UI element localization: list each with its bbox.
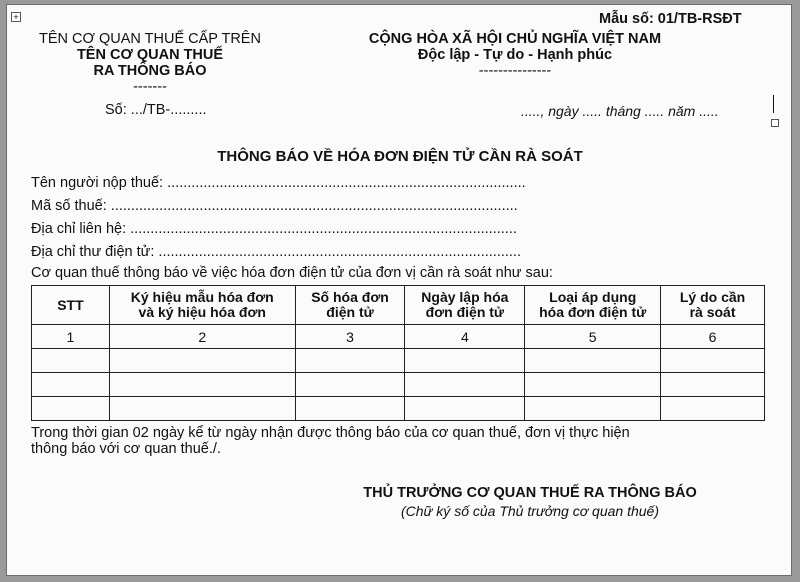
taxpayer-name-field: Tên người nộp thuế: ......................................................................................... xyxy=(31,175,526,191)
table-row[interactable] xyxy=(32,349,765,373)
table-row[interactable] xyxy=(32,397,765,421)
header-invoice-type: Loại áp dụng hóa đơn điện tử xyxy=(525,286,661,325)
column-number: 1 xyxy=(32,325,110,349)
country-name: CỘNG HÒA XÃ HỘI CHỦ NGHĨA VIỆT NAM xyxy=(368,31,662,47)
agency-name-cont: RA THÔNG BÁO xyxy=(93,63,207,79)
email-field: Địa chỉ thư điện tử: .......................................................................................... xyxy=(31,244,521,260)
column-number: 4 xyxy=(405,325,525,349)
header-issue-date: Ngày lập hóa đơn điện tử xyxy=(405,286,525,325)
invoice-table xyxy=(31,285,765,421)
table-cell[interactable] xyxy=(295,373,405,397)
column-number: 5 xyxy=(525,325,661,349)
table-intro: Cơ quan thuế thông báo về việc hóa đơn điện tử của đơn vị cần rà soát như sau: xyxy=(31,265,553,281)
superior-agency-name: TÊN CƠ QUAN THUẾ CẤP TRÊN xyxy=(39,31,261,47)
table-cell[interactable] xyxy=(109,397,295,421)
table-cell[interactable] xyxy=(32,397,110,421)
table-cell[interactable] xyxy=(405,373,525,397)
table-cell[interactable] xyxy=(661,349,765,373)
table-row[interactable] xyxy=(32,373,765,397)
table-cell[interactable] xyxy=(295,397,405,421)
table-cell[interactable] xyxy=(525,397,661,421)
contact-address-field: Địa chỉ liên hệ: ................................................................................................ xyxy=(31,221,517,237)
signature-title: THỦ TRƯỞNG CƠ QUAN THUẾ RA THÔNG BÁO xyxy=(363,485,697,501)
left-separator: ------- xyxy=(133,79,167,95)
header-invoice-symbol: Ký hiệu mẫu hóa đơn và ký hiệu hóa đơn xyxy=(109,286,295,325)
table-cell[interactable] xyxy=(405,397,525,421)
motto: Độc lập - Tự do - Hạnh phúc xyxy=(417,47,613,63)
deadline-line-2: thông báo với cơ quan thuế./. xyxy=(31,441,221,457)
table-cell[interactable] xyxy=(32,373,110,397)
table-cell[interactable] xyxy=(405,349,525,373)
table-cell[interactable] xyxy=(661,397,765,421)
table-cell[interactable] xyxy=(525,349,661,373)
table-resize-handle-icon[interactable] xyxy=(771,119,779,127)
table-column-number-row xyxy=(32,325,765,349)
column-number: 3 xyxy=(295,325,405,349)
document-number: Số: .../TB-......... xyxy=(105,102,207,118)
right-separator: --------------- xyxy=(478,63,552,79)
document-title: THÔNG BÁO VỀ HÓA ĐƠN ĐIỆN TỬ CẦN RÀ SOÁT xyxy=(217,148,583,165)
document-page xyxy=(6,4,792,576)
table-cell[interactable] xyxy=(295,349,405,373)
date-line: ....., ngày ..... tháng ..... năm ..... xyxy=(521,103,719,119)
header-stt: STT xyxy=(32,286,110,325)
form-number: Mẫu số: 01/TB-RSĐT xyxy=(599,11,742,27)
tax-code-field: Mã số thuế: ..................................................................................................... xyxy=(31,198,518,214)
table-cell[interactable] xyxy=(32,349,110,373)
deadline-line-1: Trong thời gian 02 ngày kể từ ngày nhận được thông báo của cơ quan thuế, đơn vị thực hiện xyxy=(31,425,630,441)
table-move-handle-icon[interactable]: + xyxy=(11,12,21,22)
header-invoice-number: Số hóa đơn điện tử xyxy=(295,286,405,325)
column-number: 6 xyxy=(661,325,765,349)
national-motto-header xyxy=(345,31,685,79)
text-cursor xyxy=(773,95,774,113)
table-cell[interactable] xyxy=(109,349,295,373)
issuing-agency-header xyxy=(25,31,275,95)
table-cell[interactable] xyxy=(661,373,765,397)
table-cell[interactable] xyxy=(109,373,295,397)
header-review-reason: Lý do cần rà soát xyxy=(661,286,765,325)
agency-name: TÊN CƠ QUAN THUẾ xyxy=(76,47,224,63)
signature-note: (Chữ ký số của Thủ trưởng cơ quan thuế) xyxy=(400,503,659,519)
table-header-row xyxy=(32,286,765,325)
table-cell[interactable] xyxy=(525,373,661,397)
deadline-paragraph xyxy=(31,425,771,457)
column-number: 2 xyxy=(109,325,295,349)
